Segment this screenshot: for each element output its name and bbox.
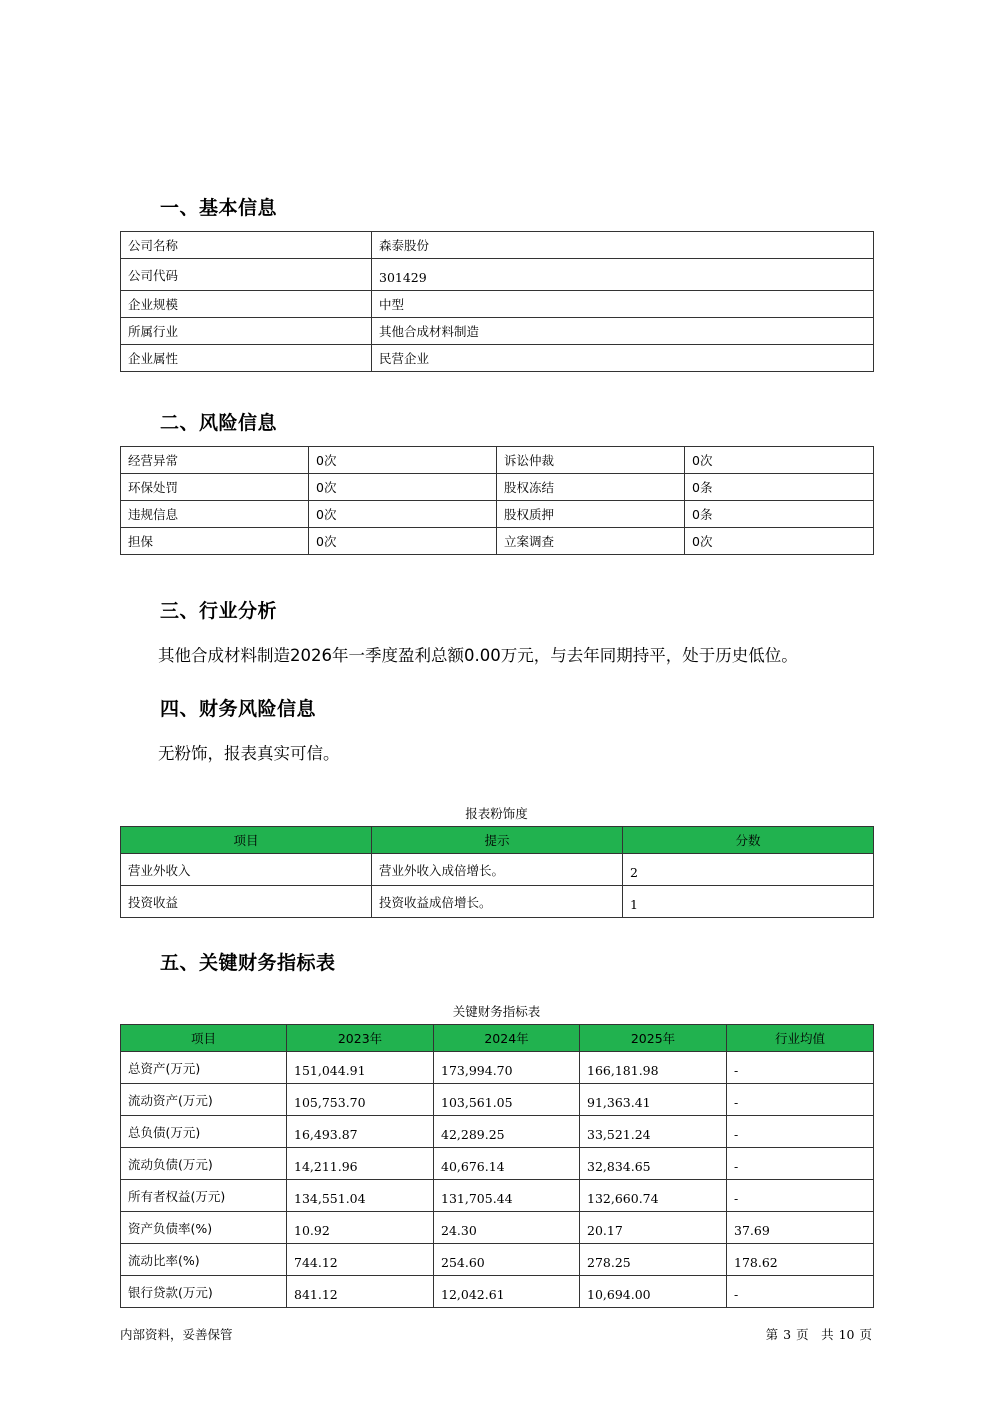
table-row <box>121 318 874 345</box>
column-header: 2025年 <box>580 1025 727 1052</box>
metric-name: 总资产(万元) <box>121 1052 287 1084</box>
key-financial-table <box>120 1024 874 1308</box>
table-row <box>121 886 874 918</box>
risk-value: 0次 <box>685 447 874 474</box>
metric-value: 24.30 <box>434 1212 580 1244</box>
table-row <box>121 474 874 501</box>
metric-name: 所有者权益(万元) <box>121 1180 287 1212</box>
metric-value: - <box>727 1116 874 1148</box>
metric-value: - <box>727 1052 874 1084</box>
metric-value: 744.12 <box>287 1244 434 1276</box>
table-row <box>121 232 874 259</box>
metric-value: 40,676.14 <box>434 1148 580 1180</box>
risk-label: 担保 <box>121 528 309 555</box>
table-row <box>121 1116 874 1148</box>
metric-value: 166,181.98 <box>580 1052 727 1084</box>
section-title-risk: 二、风险信息 <box>160 412 278 434</box>
metric-value: 278.25 <box>580 1244 727 1276</box>
table-row <box>121 854 874 886</box>
risk-label: 股权质押 <box>497 501 685 528</box>
table-header-row <box>121 827 874 854</box>
risk-value: 0条 <box>685 474 874 501</box>
risk-label: 立案调查 <box>497 528 685 555</box>
table-row <box>121 1052 874 1084</box>
section-title-fin-risk: 四、财务风险信息 <box>160 698 317 720</box>
metric-value: 134,551.04 <box>287 1180 434 1212</box>
whitewash-score: 2 <box>623 854 874 886</box>
risk-value: 0次 <box>309 501 497 528</box>
page-current: 3 <box>783 1327 792 1342</box>
column-header: 项目 <box>121 1025 287 1052</box>
column-header: 行业均值 <box>727 1025 874 1052</box>
metric-value: 173,994.70 <box>434 1052 580 1084</box>
whitewash-item: 营业外收入 <box>121 854 372 886</box>
basic-label: 公司名称 <box>121 232 372 259</box>
metric-value: 105,753.70 <box>287 1084 434 1116</box>
section-title-key-fin: 五、关键财务指标表 <box>160 952 336 974</box>
basic-info-table <box>120 231 874 372</box>
page-prefix: 第 <box>765 1327 779 1342</box>
risk-label: 经营异常 <box>121 447 309 474</box>
metric-value: 37.69 <box>727 1212 874 1244</box>
column-header: 项目 <box>121 827 372 854</box>
page-mid: 页 共 <box>796 1327 834 1342</box>
risk-label: 诉讼仲裁 <box>497 447 685 474</box>
metric-value: 10.92 <box>287 1212 434 1244</box>
table-row <box>121 259 874 291</box>
metric-value: 91,363.41 <box>580 1084 727 1116</box>
metric-value: 32,834.65 <box>580 1148 727 1180</box>
table-row <box>121 1212 874 1244</box>
table-row <box>121 1276 874 1308</box>
metric-value: 16,493.87 <box>287 1116 434 1148</box>
metric-name: 总负债(万元) <box>121 1116 287 1148</box>
risk-value: 0次 <box>309 528 497 555</box>
industry-analysis-text: 其他合成材料制造2026年一季度盈利总额0.00万元，与去年同期持平，处于历史低位。 <box>158 646 798 665</box>
footer-confidential-note: 内部资料，妥善保管 <box>120 1327 233 1342</box>
whitewash-hint: 营业外收入成倍增长。 <box>372 854 623 886</box>
risk-value: 0次 <box>685 528 874 555</box>
metric-value: 103,561.05 <box>434 1084 580 1116</box>
whitewash-caption: 报表粉饰度 <box>465 806 528 821</box>
metric-value: - <box>727 1276 874 1308</box>
table-row <box>121 345 874 372</box>
basic-value: 其他合成材料制造 <box>372 318 874 345</box>
metric-name: 流动资产(万元) <box>121 1084 287 1116</box>
whitewash-hint: 投资收益成倍增长。 <box>372 886 623 918</box>
metric-name: 资产负债率(%) <box>121 1212 287 1244</box>
risk-label: 违规信息 <box>121 501 309 528</box>
table-row <box>121 1180 874 1212</box>
whitewash-score: 1 <box>623 886 874 918</box>
metric-value: 10,694.00 <box>580 1276 727 1308</box>
metric-value: 132,660.74 <box>580 1180 727 1212</box>
risk-label: 环保处罚 <box>121 474 309 501</box>
basic-label: 企业属性 <box>121 345 372 372</box>
whitewash-table <box>120 826 874 918</box>
metric-value: 20.17 <box>580 1212 727 1244</box>
risk-info-table <box>120 446 874 555</box>
metric-value: 14,211.96 <box>287 1148 434 1180</box>
table-row <box>121 1084 874 1116</box>
risk-label: 股权冻结 <box>497 474 685 501</box>
key-table-caption: 关键财务指标表 <box>452 1004 541 1019</box>
table-row <box>121 291 874 318</box>
section-title-basic: 一、基本信息 <box>160 197 278 219</box>
metric-name: 流动比率(%) <box>121 1244 287 1276</box>
metric-value: 33,521.24 <box>580 1116 727 1148</box>
footer-page-number <box>766 1325 872 1343</box>
table-row <box>121 447 874 474</box>
basic-label: 所属行业 <box>121 318 372 345</box>
table-header-row <box>121 1025 874 1052</box>
column-header: 提示 <box>372 827 623 854</box>
metric-value: 131,705.44 <box>434 1180 580 1212</box>
table-row <box>121 528 874 555</box>
metric-name: 银行贷款(万元) <box>121 1276 287 1308</box>
metric-name: 流动负债(万元) <box>121 1148 287 1180</box>
risk-value: 0条 <box>685 501 874 528</box>
basic-value: 301429 <box>372 259 874 291</box>
metric-value: - <box>727 1180 874 1212</box>
metric-value: - <box>727 1084 874 1116</box>
metric-value: 178.62 <box>727 1244 874 1276</box>
metric-value: 151,044.91 <box>287 1052 434 1084</box>
metric-value: 42,289.25 <box>434 1116 580 1148</box>
whitewash-item: 投资收益 <box>121 886 372 918</box>
page-total: 10 <box>838 1327 855 1342</box>
column-header: 2023年 <box>287 1025 434 1052</box>
section-title-industry: 三、行业分析 <box>160 600 278 622</box>
basic-value: 民营企业 <box>372 345 874 372</box>
risk-value: 0次 <box>309 474 497 501</box>
column-header: 分数 <box>623 827 874 854</box>
table-row <box>121 501 874 528</box>
basic-value: 森泰股份 <box>372 232 874 259</box>
column-header: 2024年 <box>434 1025 580 1052</box>
fin-risk-text: 无粉饰，报表真实可信。 <box>158 744 340 763</box>
table-row <box>121 1148 874 1180</box>
metric-value: 12,042.61 <box>434 1276 580 1308</box>
basic-value: 中型 <box>372 291 874 318</box>
metric-value: 841.12 <box>287 1276 434 1308</box>
page-suffix: 页 <box>859 1327 872 1342</box>
metric-value: 254.60 <box>434 1244 580 1276</box>
risk-value: 0次 <box>309 447 497 474</box>
basic-label: 公司代码 <box>121 259 372 291</box>
metric-value: - <box>727 1148 874 1180</box>
table-row <box>121 1244 874 1276</box>
basic-label: 企业规模 <box>121 291 372 318</box>
